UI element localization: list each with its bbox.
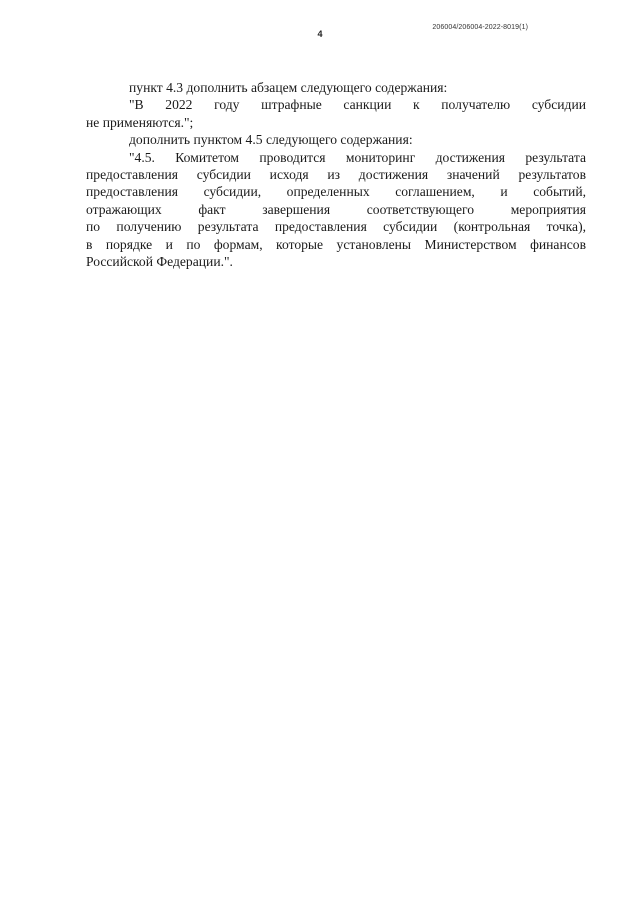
paragraph-4-line-6: в порядке и по формам, которые установлены Министерством финансов — [86, 236, 586, 252]
paragraph-4-line-2: предоставления субсидии исходя из достижения значений результатов — [86, 167, 586, 183]
document-id: 206004/206004-2022-8019(1) — [432, 24, 528, 31]
paragraph-4-line-3: предоставления субсидии, определенных соглашением, и событий, — [86, 184, 586, 200]
paragraph-4-line-4: отражающих факт завершения соответствующего мероприятия — [86, 201, 586, 217]
paragraph-1-line-1: пункт 4.3 дополнить абзацем следующего содержания: — [129, 80, 448, 95]
paragraph-4 — [86, 149, 586, 271]
paragraph-4-line-7: Российской Федерации.". — [86, 254, 233, 270]
paragraph-1 — [86, 79, 586, 96]
paragraph-2 — [86, 96, 586, 131]
page-number: 4 — [317, 29, 323, 39]
paragraph-4-line-5: по получению результата предоставления субсидии (контрольная точка), — [86, 219, 586, 235]
paragraph-2-line-1: "В 2022 году штрафные санкции к получателю субсидии — [129, 97, 586, 113]
paragraph-2-line-2: не применяются."; — [86, 114, 194, 130]
document-body — [86, 79, 586, 270]
paragraph-3-line-1: дополнить пунктом 4.5 следующего содержания: — [129, 132, 413, 148]
paragraph-4-line-1: "4.5. Комитетом проводится мониторинг достижения результата — [129, 149, 586, 165]
paragraph-3 — [86, 131, 586, 148]
